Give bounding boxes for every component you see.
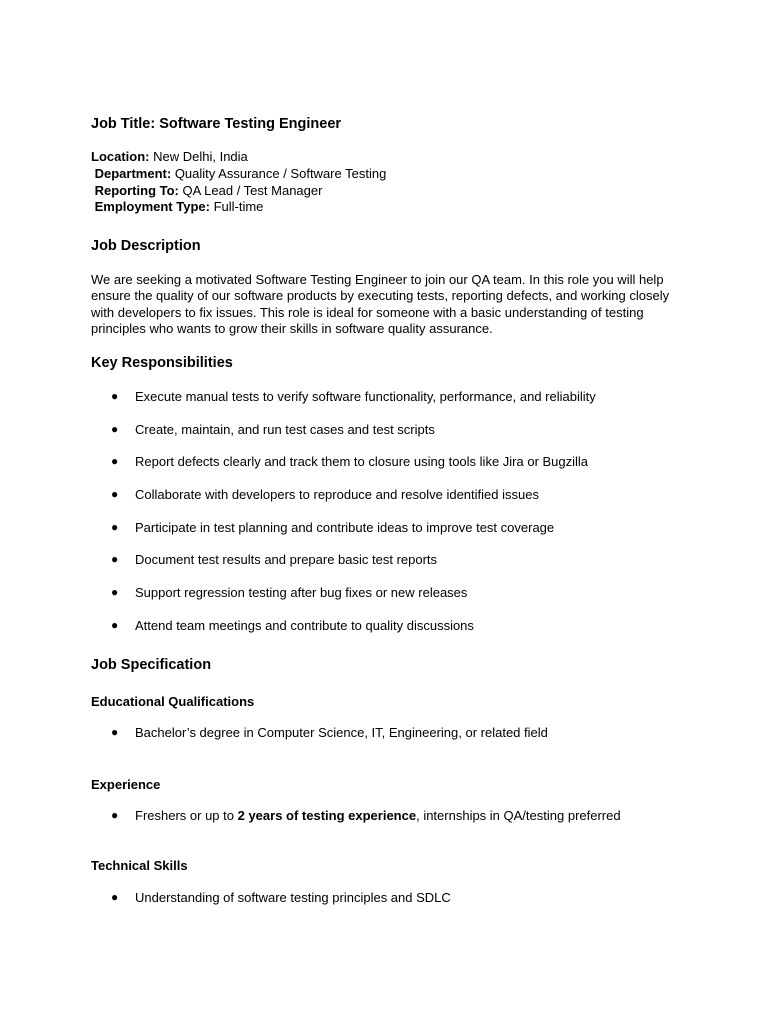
meta-location-value: New Delhi, India	[149, 149, 248, 164]
list-item-text: Document test results and prepare basic test reports	[135, 552, 438, 567]
meta-department-value: Quality Assurance / Software Testing	[171, 165, 387, 181]
meta-reporting	[91, 183, 386, 200]
meta-employment-value: Full-time	[209, 199, 264, 215]
technical-skills-heading: Technical Skills	[91, 858, 188, 873]
list-item-text	[135, 808, 621, 823]
meta-employment-label: Employment Type:	[94, 199, 210, 215]
list-item-text: Report defects clearly and track them to closure using tools like Jira or Bugzilla	[135, 454, 589, 469]
list-item-text: Participate in test planning and contribute ideas to improve test coverage	[135, 520, 555, 535]
meta-department	[91, 166, 386, 183]
bullet-icon: ●	[111, 808, 119, 822]
bullet-icon: ●	[111, 422, 119, 436]
job-meta	[91, 149, 386, 216]
experience-suffix: , internships in QA/testing preferred	[416, 808, 621, 823]
job-specification-heading: Job Specification	[91, 657, 212, 673]
list-item-text: Attend team meetings and contribute to quality discussions	[135, 618, 474, 633]
key-responsibilities-heading: Key Responsibilities	[91, 355, 233, 371]
meta-reporting-label: Reporting To:	[94, 182, 179, 198]
job-description-heading: Job Description	[91, 238, 201, 254]
meta-employment	[91, 199, 386, 216]
experience-heading: Experience	[91, 777, 161, 792]
list-item-text: Create, maintain, and run test cases and test scripts	[135, 422, 435, 437]
list-item-text: Bachelor’s degree in Computer Science, IT, Engineering, or related field	[135, 725, 548, 740]
list-item-text: Support regression testing after bug fixes or new releases	[135, 585, 468, 600]
meta-department-label: Department:	[94, 165, 172, 181]
bullet-icon: ●	[111, 725, 119, 739]
list-item-text: Execute manual tests to verify software functionality, performance, and reliability	[135, 389, 596, 404]
bullet-icon: ●	[111, 487, 119, 501]
job-description-text: We are seeking a motivated Software Testing Engineer to join our QA team. In this role you will help ensure the quality of our software products by executing tests, reporting defects, and working closely with developers to fix issues. This role is ideal for someone with a basic understanding of testing principles who wants to grow their skills in software quality assurance.	[91, 272, 670, 337]
education-heading: Educational Qualifications	[91, 694, 255, 709]
list-item-text: Understanding of software testing principles and SDLC	[135, 890, 451, 905]
bullet-icon: ●	[111, 552, 119, 566]
experience-emphasis: 2 years of testing experience	[237, 808, 417, 823]
meta-location	[91, 149, 386, 166]
bullet-icon: ●	[111, 618, 119, 632]
bullet-icon: ●	[111, 585, 119, 599]
bullet-icon: ●	[111, 389, 119, 403]
meta-location-label: Location:	[91, 149, 150, 164]
bullet-icon: ●	[111, 520, 119, 534]
list-item-text: Collaborate with developers to reproduce and resolve identified issues	[135, 487, 539, 502]
bullet-icon: ●	[111, 890, 119, 904]
bullet-icon: ●	[111, 454, 119, 468]
meta-reporting-value: QA Lead / Test Manager	[178, 182, 323, 198]
experience-prefix: Freshers or up to	[135, 808, 238, 823]
job-title: Job Title: Software Testing Engineer	[91, 116, 342, 132]
